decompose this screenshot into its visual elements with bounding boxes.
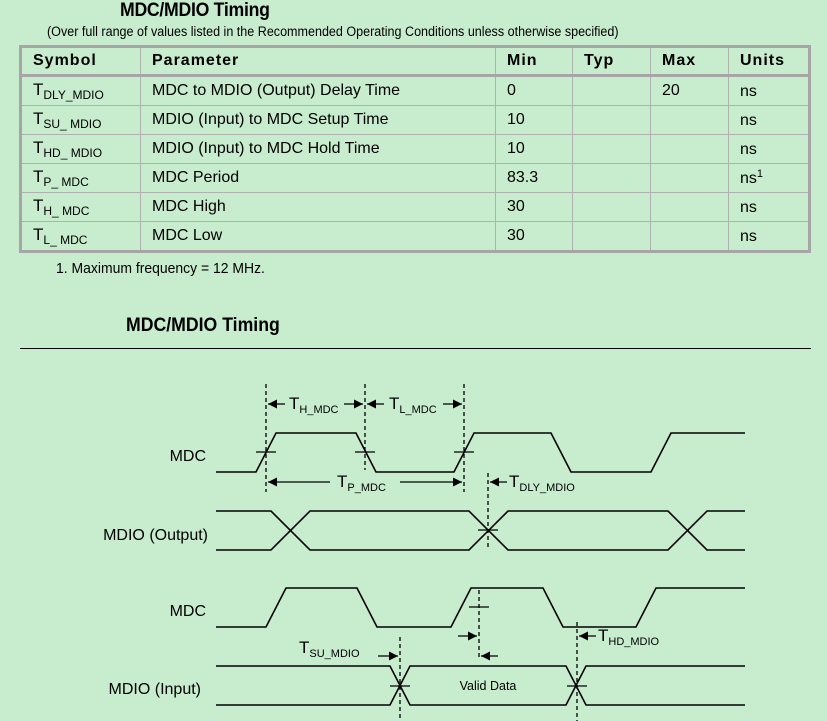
cell-parameter: MDIO (Input) to MDC Hold Time [141, 135, 496, 164]
cell-parameter: MDC Low [141, 222, 496, 252]
valid-data-label: Valid Data [459, 679, 517, 693]
t-p-mdc-label: $T_{P\_MDC}$ [337, 472, 386, 494]
footnote: 1. Maximum frequency = 12 MHz. [56, 260, 265, 277]
mdc-waveform-1 [216, 433, 745, 472]
signal-label-mdc-1: MDC [169, 448, 206, 465]
cell-parameter: MDC Period [141, 164, 496, 193]
cell-symbol: $T_{H\_ MDC}$ [21, 193, 141, 222]
cell-min: 10 [496, 135, 573, 164]
cell-symbol: $T_{P\_ MDC}$ [21, 164, 141, 193]
cell-symbol: $T_{L\_ MDC}$ [21, 222, 141, 252]
col-header-symbol: Symbol [21, 47, 141, 76]
cell-min: 0 [496, 76, 573, 106]
cell-units: $ns^1$ [729, 164, 810, 193]
diagram-title: MDC/MDIO Timing [126, 315, 280, 336]
cell-min: 83.3 [496, 164, 573, 193]
signal-label-mdio-input: MDIO (Input) [108, 681, 201, 698]
cell-units: ns [729, 76, 810, 106]
cell-symbol: $T_{DLY\_MDIO}$ [21, 76, 141, 106]
t-su-mdio-label: $T_{SU\_MDIO}$ [299, 638, 360, 660]
page-subtitle: (Over full range of values listed in the Recommended Operating Conditions unless otherwise specified) [47, 24, 619, 39]
cell-min: 10 [496, 106, 573, 135]
signal-label-mdio-output: MDIO (Output) [103, 527, 208, 544]
cell-max: 20 [651, 76, 729, 106]
cell-units: ns [729, 135, 810, 164]
t-h-mdc-label: $T_{H\_MDC}$ [289, 394, 339, 416]
col-header-min: Min [496, 47, 573, 76]
cell-min: 30 [496, 193, 573, 222]
col-header-parameter: Parameter [141, 47, 496, 76]
cell-parameter: MDIO (Input) to MDC Setup Time [141, 106, 496, 135]
cell-units: ns [729, 193, 810, 222]
col-header-max: Max [651, 47, 729, 76]
cell-parameter: MDC to MDIO (Output) Delay Time [141, 76, 496, 106]
cell-min: 30 [496, 222, 573, 252]
t-hd-mdio-label: $T_{HD\_MDIO}$ [598, 626, 660, 648]
t-l-mdc-label: $T_{L\_MDC}$ [389, 394, 437, 416]
cell-symbol: $T_{HD\_ MDIO}$ [21, 135, 141, 164]
cell-parameter: MDC High [141, 193, 496, 222]
cell-units: ns [729, 222, 810, 252]
cell-units: ns [729, 106, 810, 135]
col-header-units: Units [729, 47, 810, 76]
t-dly-mdio-label: $T_{DLY\_MDIO}$ [509, 472, 575, 494]
signal-label-mdc-2: MDC [169, 603, 206, 620]
col-header-typ: Typ [573, 47, 651, 76]
cell-symbol: $T_{SU\_ MDIO}$ [21, 106, 141, 135]
page-title: MDC/MDIO Timing [120, 0, 270, 21]
